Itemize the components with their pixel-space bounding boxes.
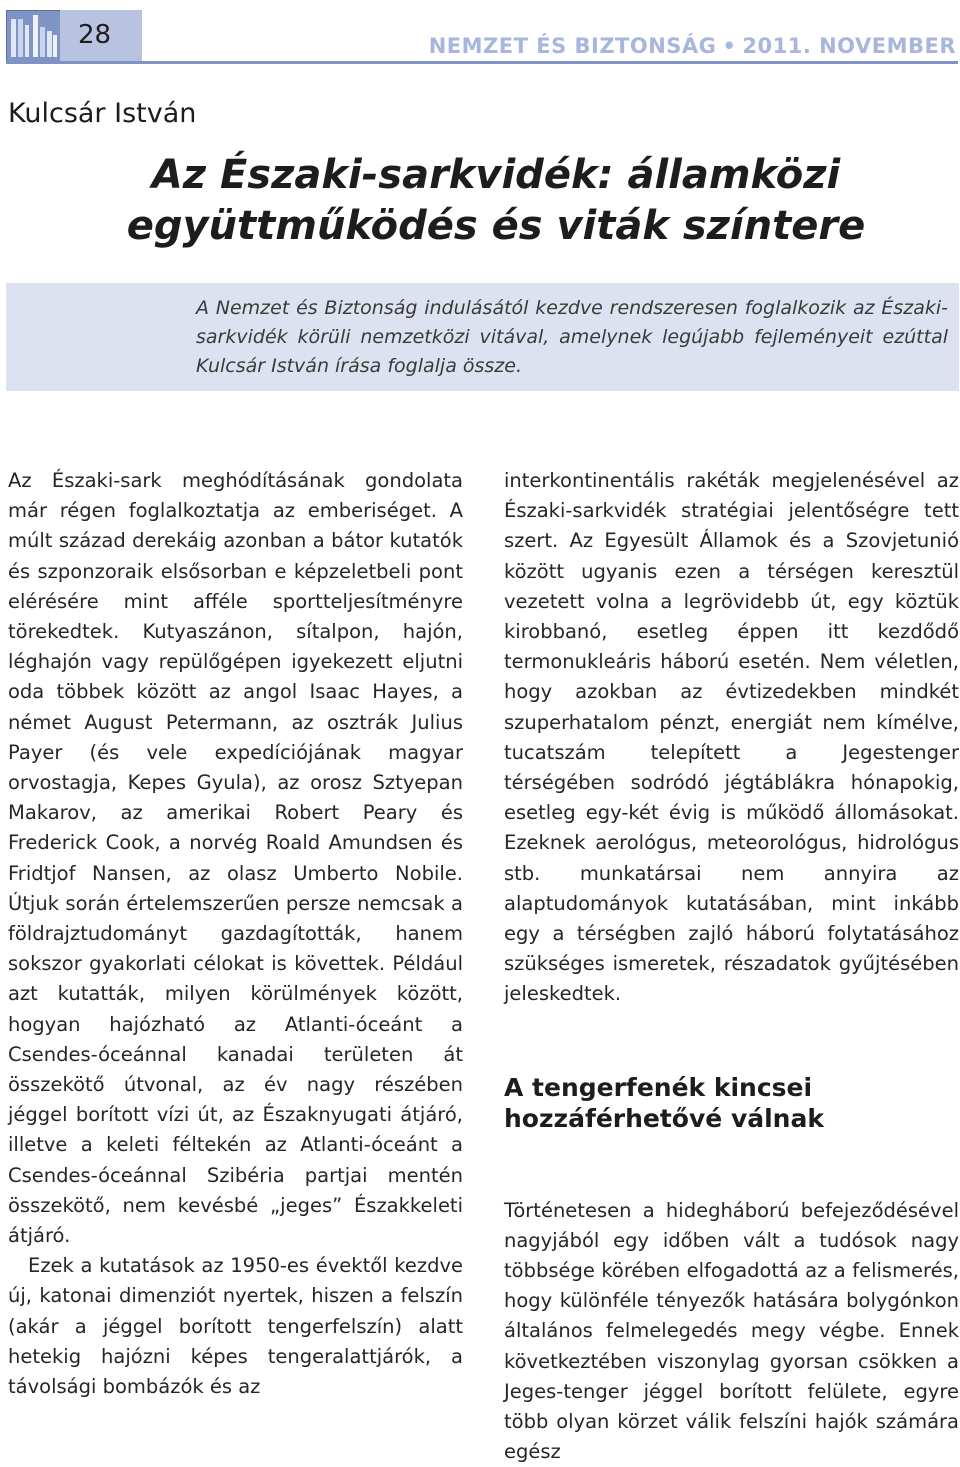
left-paragraph-2: Ezek a kutatások az 1950-es évektől kezdve új, katonai dimenziót nyertek, hiszen a felszín (akár a jéggel borított tengerfelszín) alatt hetekig hajózni képes tengeralattjárók, a távolsági bombázók és az xyxy=(8,1254,463,1399)
header-rule xyxy=(6,61,958,64)
lead-box xyxy=(6,283,959,391)
right-paragraph-1: interkontinentális rakéták megjelenésével az Északi-sarkvidék stratégiai jelentőségre tett szert. Az Egyesült Államok és a Szovjetunió között ugyanis ezen a térségen keresztül vezetett volna a legrövidebb út, egy köztük kirobbanó, esetleg éppen itt kezdődő termonukleáris háború esetén. Nem véletlen, hogy azokban az évtizedekben mindkét szuperhatalom pénzt, energiát nem kímélve, tucatszám telepített a Jegestenger térségében sodródó jégtáblákra hónapokig, esetleg egy-két évig is működő állomásokat. Ezeknek aerológus, meteorológus, hidrológus stb. munkatársai nem annyira az alaptudományok kutatásában, mint inkább egy a térségben zajló háború folytatásához szükséges ismeretek, részadatok gyűjtésében jeleskedtek. xyxy=(504,469,959,1006)
left-column xyxy=(8,466,463,1402)
header-separator: • xyxy=(722,34,737,58)
page-number: 28 xyxy=(78,20,112,50)
journal-logo-mark xyxy=(7,11,61,63)
right-paragraph-2: Történetesen a hidegháború befejeződésével nagyjából egy időben vált a tudósok nagy többsége körében elfogadottá az a felismerés, hogy különféle tényezők hatására bolygónkon általános felmelegedés megy végbe. Ennek következtében viszonylag gyorsan csökken a Jeges-tenger jéggel borított felülete, egyre több olyan körzet válik felszíni hajók számára egész xyxy=(504,1198,959,1464)
page-number-box xyxy=(60,10,142,62)
article-title: Az Északi-sarkvidék: államközi együttműködés és viták színtere xyxy=(126,152,866,249)
author-name: Kulcsár István xyxy=(8,98,197,129)
lead-text: A Nemzet és Biztonság indulásától kezdve rendszeresen foglalkozik az Északi-sarkvidék körüli nemzetközi vitával, amelynek legújabb fejleményeit ezúttal Kulcsár István írása foglalja össze. xyxy=(196,297,948,377)
right-column xyxy=(504,466,959,1467)
journal-name: NEMZET ÉS BIZTONSÁG xyxy=(428,34,717,58)
section-heading: A tengerfenék kincsei hozzáférhetővé válnak xyxy=(504,1072,824,1133)
running-header xyxy=(429,34,956,58)
journal-logo xyxy=(6,10,62,64)
issue-date: 2011. NOVEMBER xyxy=(742,34,956,58)
left-paragraph-1: Az Északi-sark meghódításának gondolata már régen foglalkoztatja az emberiséget. A múlt század derekáig azonban a bátor kutatók és szponzoraik elsősorban e képzeletbeli pont elérésére mint afféle sportteljesítményre törekedtek. Kutyaszánon, sítalpon, hajón, léghajón vagy repülőgépen igyekezett eljutni oda többek között az angol Isaac Hayes, a német August Petermann, az osztrák Julius Payer (és vele expedíciójának magyar orvostagja, Kepes Gyula), az orosz Sztyepan Makarov, az amerikai Robert Peary és Frederick Cook, a norvég Roald Amundsen és Fridtjof Nansen, az olasz Umberto Nobile. Útjuk során értelemszerűen persze nemcsak a földrajztudományt gazdagították, hanem sokszor gyakorlati célokat is követtek. Például azt kutatták, milyen körülmények között, hogyan hajózható az Atlanti-óceánt a Csendes-óceánnal kanadai területen át összekötő útvonal, az év nagy részében jéggel borított vízi út, az Északnyugati átjáró, illetve a keleti féltekén az Atlanti-óceánt a Csendes-óceánnal Szibéria partjai mentén összekötő, nem kevésbé „jeges” Északkeleti átjáró. xyxy=(8,469,463,1248)
